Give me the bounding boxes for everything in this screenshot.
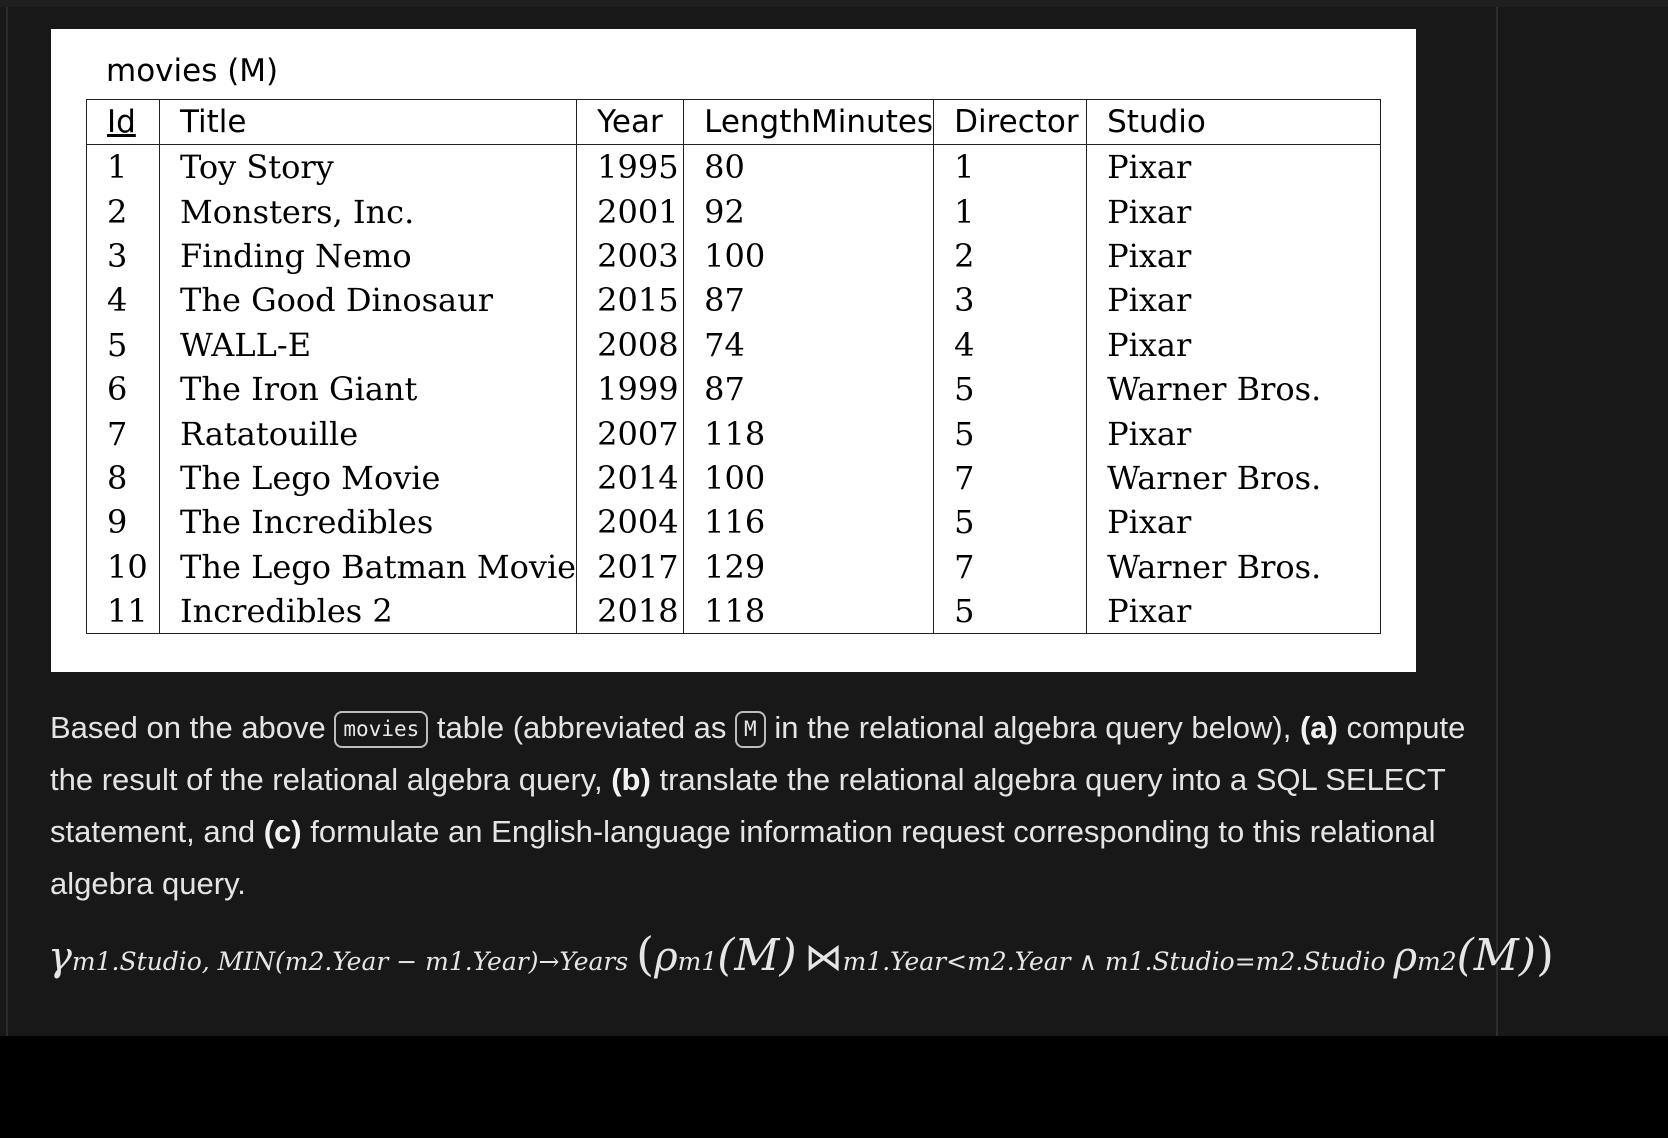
table-cell: 7 <box>87 411 160 455</box>
table-cell: Monsters, Inc. <box>160 189 577 233</box>
table-cell: 2 <box>934 234 1087 278</box>
part-c-label: (c) <box>263 814 302 849</box>
rho-subscript: m2 <box>1417 947 1457 976</box>
table-cell: 1995 <box>577 145 684 190</box>
table-cell: Warner Bros. <box>1087 456 1381 500</box>
table-cell: 2017 <box>577 545 684 589</box>
table-cell: 116 <box>684 500 934 544</box>
table-cell: 2018 <box>577 589 684 634</box>
table-cell: Finding Nemo <box>160 234 577 278</box>
table-cell: 11 <box>87 589 160 634</box>
table-cell: 2004 <box>577 500 684 544</box>
table-cell: 2015 <box>577 278 684 322</box>
table-cell: Pixar <box>1087 589 1381 634</box>
table-cell: 9 <box>87 500 160 544</box>
question-text-part: compute the result of the relational algebra query, <box>50 710 1466 797</box>
question-text-part: translate the relational algebra query into a SQL SELECT statement, and <box>50 762 1446 849</box>
table-cell: 100 <box>684 456 934 500</box>
part-b-label: (b) <box>611 762 651 797</box>
question-text-part: formulate an English-language information request corresponding to this relational algebra query. <box>50 814 1436 901</box>
table-row <box>87 545 1381 589</box>
table-cell: 3 <box>934 278 1087 322</box>
table-cell: Warner Bros. <box>1087 367 1381 411</box>
table-header-row <box>87 100 1381 145</box>
table-cell: 1 <box>934 189 1087 233</box>
table-cell: 5 <box>934 589 1087 634</box>
table-cell: Incredibles 2 <box>160 589 577 634</box>
table-cell: WALL-E <box>160 323 577 367</box>
col-header-studio: Studio <box>1087 100 1381 145</box>
table-cell: 2008 <box>577 323 684 367</box>
table-row <box>87 189 1381 233</box>
col-header-length: LengthMinutes <box>684 100 934 145</box>
join-symbol: ⋈ <box>804 935 843 979</box>
table-cell: 2001 <box>577 189 684 233</box>
question-text <box>50 702 1470 910</box>
rho-subscript: m1 <box>677 947 718 976</box>
table-cell: 5 <box>934 411 1087 455</box>
table-cell: 92 <box>684 189 934 233</box>
left-border <box>6 7 8 1036</box>
table-cell: 5 <box>87 323 160 367</box>
table-cell: 2003 <box>577 234 684 278</box>
table-cell: 2007 <box>577 411 684 455</box>
table-cell: 3 <box>87 234 160 278</box>
table-cell: 80 <box>684 145 934 190</box>
table-cell: 7 <box>934 456 1087 500</box>
table-cell: Pixar <box>1087 323 1381 367</box>
table-row <box>87 589 1381 634</box>
top-bar <box>0 0 1668 7</box>
table-cell: Pixar <box>1087 234 1381 278</box>
table-row <box>87 367 1381 411</box>
table-row <box>87 323 1381 367</box>
table-cell: Toy Story <box>160 145 577 190</box>
table-cell: 5 <box>934 500 1087 544</box>
table-cell: The Lego Movie <box>160 456 577 500</box>
relation-m: (M) <box>717 930 797 981</box>
table-cell: 118 <box>684 411 934 455</box>
table-row <box>87 500 1381 544</box>
table-cell: 74 <box>684 323 934 367</box>
question-text-part: table (abbreviated as <box>436 710 727 745</box>
table-cell: 2014 <box>577 456 684 500</box>
table-cell: 1 <box>934 145 1087 190</box>
table-cell: Pixar <box>1087 411 1381 455</box>
table-cell: 8 <box>87 456 160 500</box>
table-cell: The Lego Batman Movie <box>160 545 577 589</box>
table-body <box>87 145 1381 634</box>
content-area <box>0 7 1668 1036</box>
table-cell: The Iron Giant <box>160 367 577 411</box>
question-text-part: Based on the above <box>50 710 326 745</box>
close-paren: ) <box>1536 927 1554 981</box>
primary-key-label: Id <box>107 104 136 140</box>
table-row <box>87 456 1381 500</box>
rho-symbol: ρ <box>1393 934 1418 980</box>
part-a-label: (a) <box>1299 710 1338 745</box>
relational-algebra-formula <box>48 927 1648 981</box>
gamma-symbol: γ <box>48 934 72 980</box>
table-cell: 2 <box>87 189 160 233</box>
table-cell: Pixar <box>1087 189 1381 233</box>
col-header-year: Year <box>577 100 684 145</box>
table-row <box>87 145 1381 190</box>
col-header-director: Director <box>934 100 1087 145</box>
table-row <box>87 411 1381 455</box>
table-cell: 1999 <box>577 367 684 411</box>
table-cell: 6 <box>87 367 160 411</box>
table-row <box>87 234 1381 278</box>
table-cell: 10 <box>87 545 160 589</box>
table-cell: 87 <box>684 367 934 411</box>
table-cell: Ratatouille <box>160 411 577 455</box>
table-cell: The Good Dinosaur <box>160 278 577 322</box>
table-caption: movies (M) <box>106 53 279 89</box>
right-divider <box>1496 7 1498 1036</box>
table-cell: 118 <box>684 589 934 634</box>
table-cell: Pixar <box>1087 145 1381 190</box>
table-row <box>87 278 1381 322</box>
join-condition: m1.Year<m2.Year ∧ m1.Studio=m2.Studio <box>842 947 1386 976</box>
table-cell: 87 <box>684 278 934 322</box>
gamma-subscript: m1.Studio, MIN(m2.Year − m1.Year)→Years <box>71 947 629 976</box>
table-cell: 4 <box>934 323 1087 367</box>
movies-table <box>86 99 1381 634</box>
table-cell: 129 <box>684 545 934 589</box>
table-cell: 1 <box>87 145 160 190</box>
col-header-title: Title <box>160 100 577 145</box>
code-m: M <box>735 711 766 748</box>
table-cell: Pixar <box>1087 500 1381 544</box>
question-text-part: in the relational algebra query below), <box>774 710 1292 745</box>
table-figure <box>51 29 1416 672</box>
rho-symbol: ρ <box>654 934 678 980</box>
table-cell: Pixar <box>1087 278 1381 322</box>
open-paren: ( <box>636 927 655 981</box>
table-cell: 100 <box>684 234 934 278</box>
table-cell: 7 <box>934 545 1087 589</box>
table-cell: 5 <box>934 367 1087 411</box>
code-movies: movies <box>334 711 428 748</box>
table-cell: 4 <box>87 278 160 322</box>
table-cell: Warner Bros. <box>1087 545 1381 589</box>
col-header-id <box>87 100 160 145</box>
table-cell: The Incredibles <box>160 500 577 544</box>
relation-m: (M) <box>1456 930 1537 981</box>
